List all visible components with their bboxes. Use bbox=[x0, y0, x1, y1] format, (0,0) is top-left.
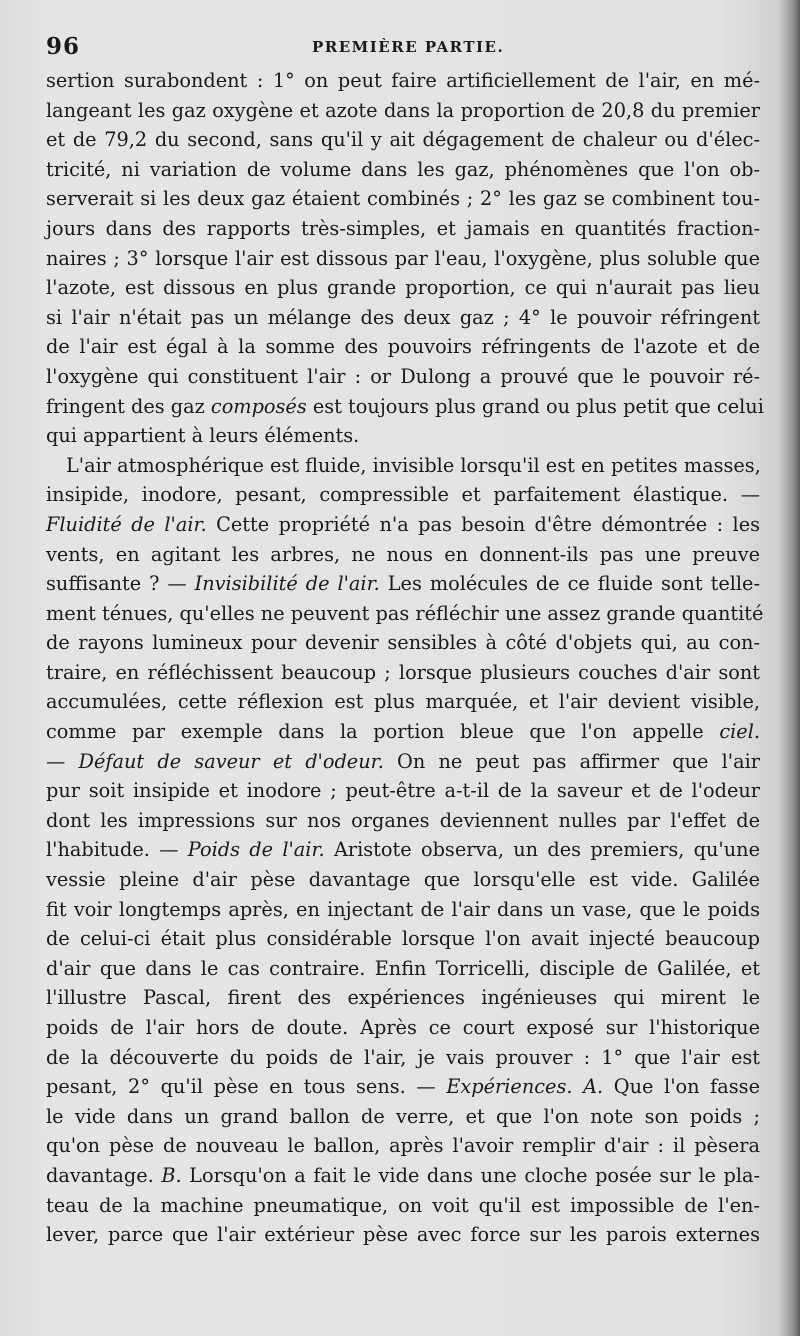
text-line: d'air que dans le cas contraire. Enfin Torricelli, disciple de Galilée, et bbox=[46, 956, 760, 980]
text-line: vessie pleine d'air pèse davantage que lorsqu'elle est vide. Galilée bbox=[46, 868, 760, 892]
text-line: serverait si les deux gaz étaient combinés ; 2° les gaz se combinent tou- bbox=[46, 187, 760, 211]
section-heading: Invisibilité de l'air. bbox=[194, 572, 380, 596]
text-line: de celui-ci était plus considérable lorsque l'on avait injecté beaucoup bbox=[46, 927, 760, 951]
body-text bbox=[46, 66, 764, 1250]
text-line: qui appartient à leurs éléments. bbox=[46, 424, 360, 448]
text-line: ment ténues, qu'elles ne peuvent pas réfléchir une assez grande quantité bbox=[46, 601, 764, 625]
section-heading: Poids de l'air. bbox=[187, 838, 325, 862]
text-line: teau de la machine pneumatique, on voit qu'il est impossible de l'en- bbox=[46, 1193, 760, 1217]
page-number: 96 bbox=[46, 33, 81, 60]
text-line: jours dans des rapports très-simples, et jamais en quantités fraction- bbox=[46, 216, 760, 240]
text-line: et de 79,2 du second, sans qu'il y ait dégagement de chaleur ou d'élec- bbox=[46, 128, 760, 152]
text-line: le vide dans un grand ballon de verre, et que l'on note son poids ; bbox=[46, 1104, 760, 1128]
text-line: l'azote, est dissous en plus grande proportion, ce qui n'aurait pas lieu bbox=[46, 276, 760, 300]
text-line: naires ; 3° lorsque l'air est dissous par l'eau, l'oxygène, plus soluble que bbox=[46, 246, 760, 270]
page-edge-shadow bbox=[778, 0, 800, 1336]
text-line: accumulées, cette réflexion est plus marquée, et l'air devient visible, bbox=[46, 690, 760, 714]
text-line: pesant, 2° qu'il pèse en tous sens. — Expériences. A. Que l'on fasse bbox=[46, 1075, 760, 1099]
text-line: pur soit insipide et inodore ; peut-être a-t-il de la saveur et de l'odeur bbox=[46, 779, 760, 803]
text-line: l'habitude. — Poids de l'air. Aristote observa, un des premiers, qu'une bbox=[46, 838, 760, 862]
text-line: tricité, ni variation de volume dans les gaz, phénomènes que l'on ob- bbox=[46, 157, 760, 181]
text-line: de rayons lumineux pour devenir sensibles à côté d'objets qui, au con- bbox=[46, 631, 760, 655]
text-line: langeant les gaz oxygène et azote dans la proportion de 20,8 du premier bbox=[46, 98, 760, 122]
text-line: suffisante ? — Invisibilité de l'air. Les molécules de ce fluide sont telle- bbox=[46, 572, 760, 596]
text-line: poids de l'air hors de doute. Après ce court exposé sur l'historique bbox=[46, 1016, 760, 1039]
paragraph-start-line: L'air atmosphérique est fluide, invisible lorsqu'il est en petites masses, bbox=[66, 453, 761, 477]
text-line: davantage. B. Lorsqu'on a fait le vide dans une cloche posée sur le pla- bbox=[46, 1163, 760, 1187]
text-line: Fluidité de l'air. Cette propriété n'a pas besoin d'être démontrée : les bbox=[46, 512, 760, 536]
text-line: lever, parce que l'air extérieur pèse avec force sur les parois externes bbox=[46, 1223, 760, 1247]
section-heading: Défaut de saveur et d'odeur. bbox=[78, 749, 384, 773]
text-line: fringent des gaz composés est toujours plus grand ou plus petit que celui bbox=[46, 394, 764, 418]
text-line: l'oxygène qui constituent l'air : or Dulong a prouvé que le pouvoir ré- bbox=[46, 364, 760, 388]
text-line: vents, en agitant les arbres, ne nous en donnent-ils pas une preuve bbox=[46, 542, 760, 566]
text-line: qu'on pèse de nouveau le ballon, après l'avoir remplir d'air : il pèsera bbox=[46, 1134, 760, 1158]
text-line: insipide, inodore, pesant, compressible et parfaitement élastique. — bbox=[46, 483, 760, 507]
text-line: de l'air est égal à la somme des pouvoirs réfringents de l'azote et de bbox=[46, 335, 760, 359]
section-heading: Fluidité de l'air. bbox=[46, 512, 207, 536]
running-head: PREMIÈRE PARTIE. bbox=[312, 38, 505, 56]
text-line: — Défaut de saveur et d'odeur. On ne peut pas affirmer que l'air bbox=[46, 749, 760, 773]
text-line: sertion surabondent : 1° on peut faire artificiellement de l'air, en mé- bbox=[46, 69, 760, 92]
text-line: comme par exemple dans la portion bleue que l'on appelle ciel. bbox=[46, 720, 760, 744]
emphasis: ciel. bbox=[719, 720, 760, 744]
text-line: si l'air n'était pas un mélange des deux gaz ; 4° le pouvoir réfringent bbox=[46, 305, 760, 329]
text-line: traire, en réfléchissent beaucoup ; lorsque plusieurs couches d'air sont bbox=[46, 660, 760, 684]
text-line: dont les impressions sur nos organes deviennent nulles par l'effet de bbox=[46, 808, 760, 832]
section-heading: Expériences. A. bbox=[446, 1075, 604, 1099]
text-line: l'illustre Pascal, firent des expériences ingénieuses qui mirent le bbox=[46, 986, 760, 1010]
text-line: de la découverte du poids de l'air, je vais prouver : 1° que l'air est bbox=[46, 1045, 760, 1069]
text-line: fit voir longtemps après, en injectant de l'air dans un vase, que le poids bbox=[46, 897, 760, 921]
emphasis: B. bbox=[161, 1163, 182, 1187]
emphasis: composés bbox=[210, 394, 307, 418]
